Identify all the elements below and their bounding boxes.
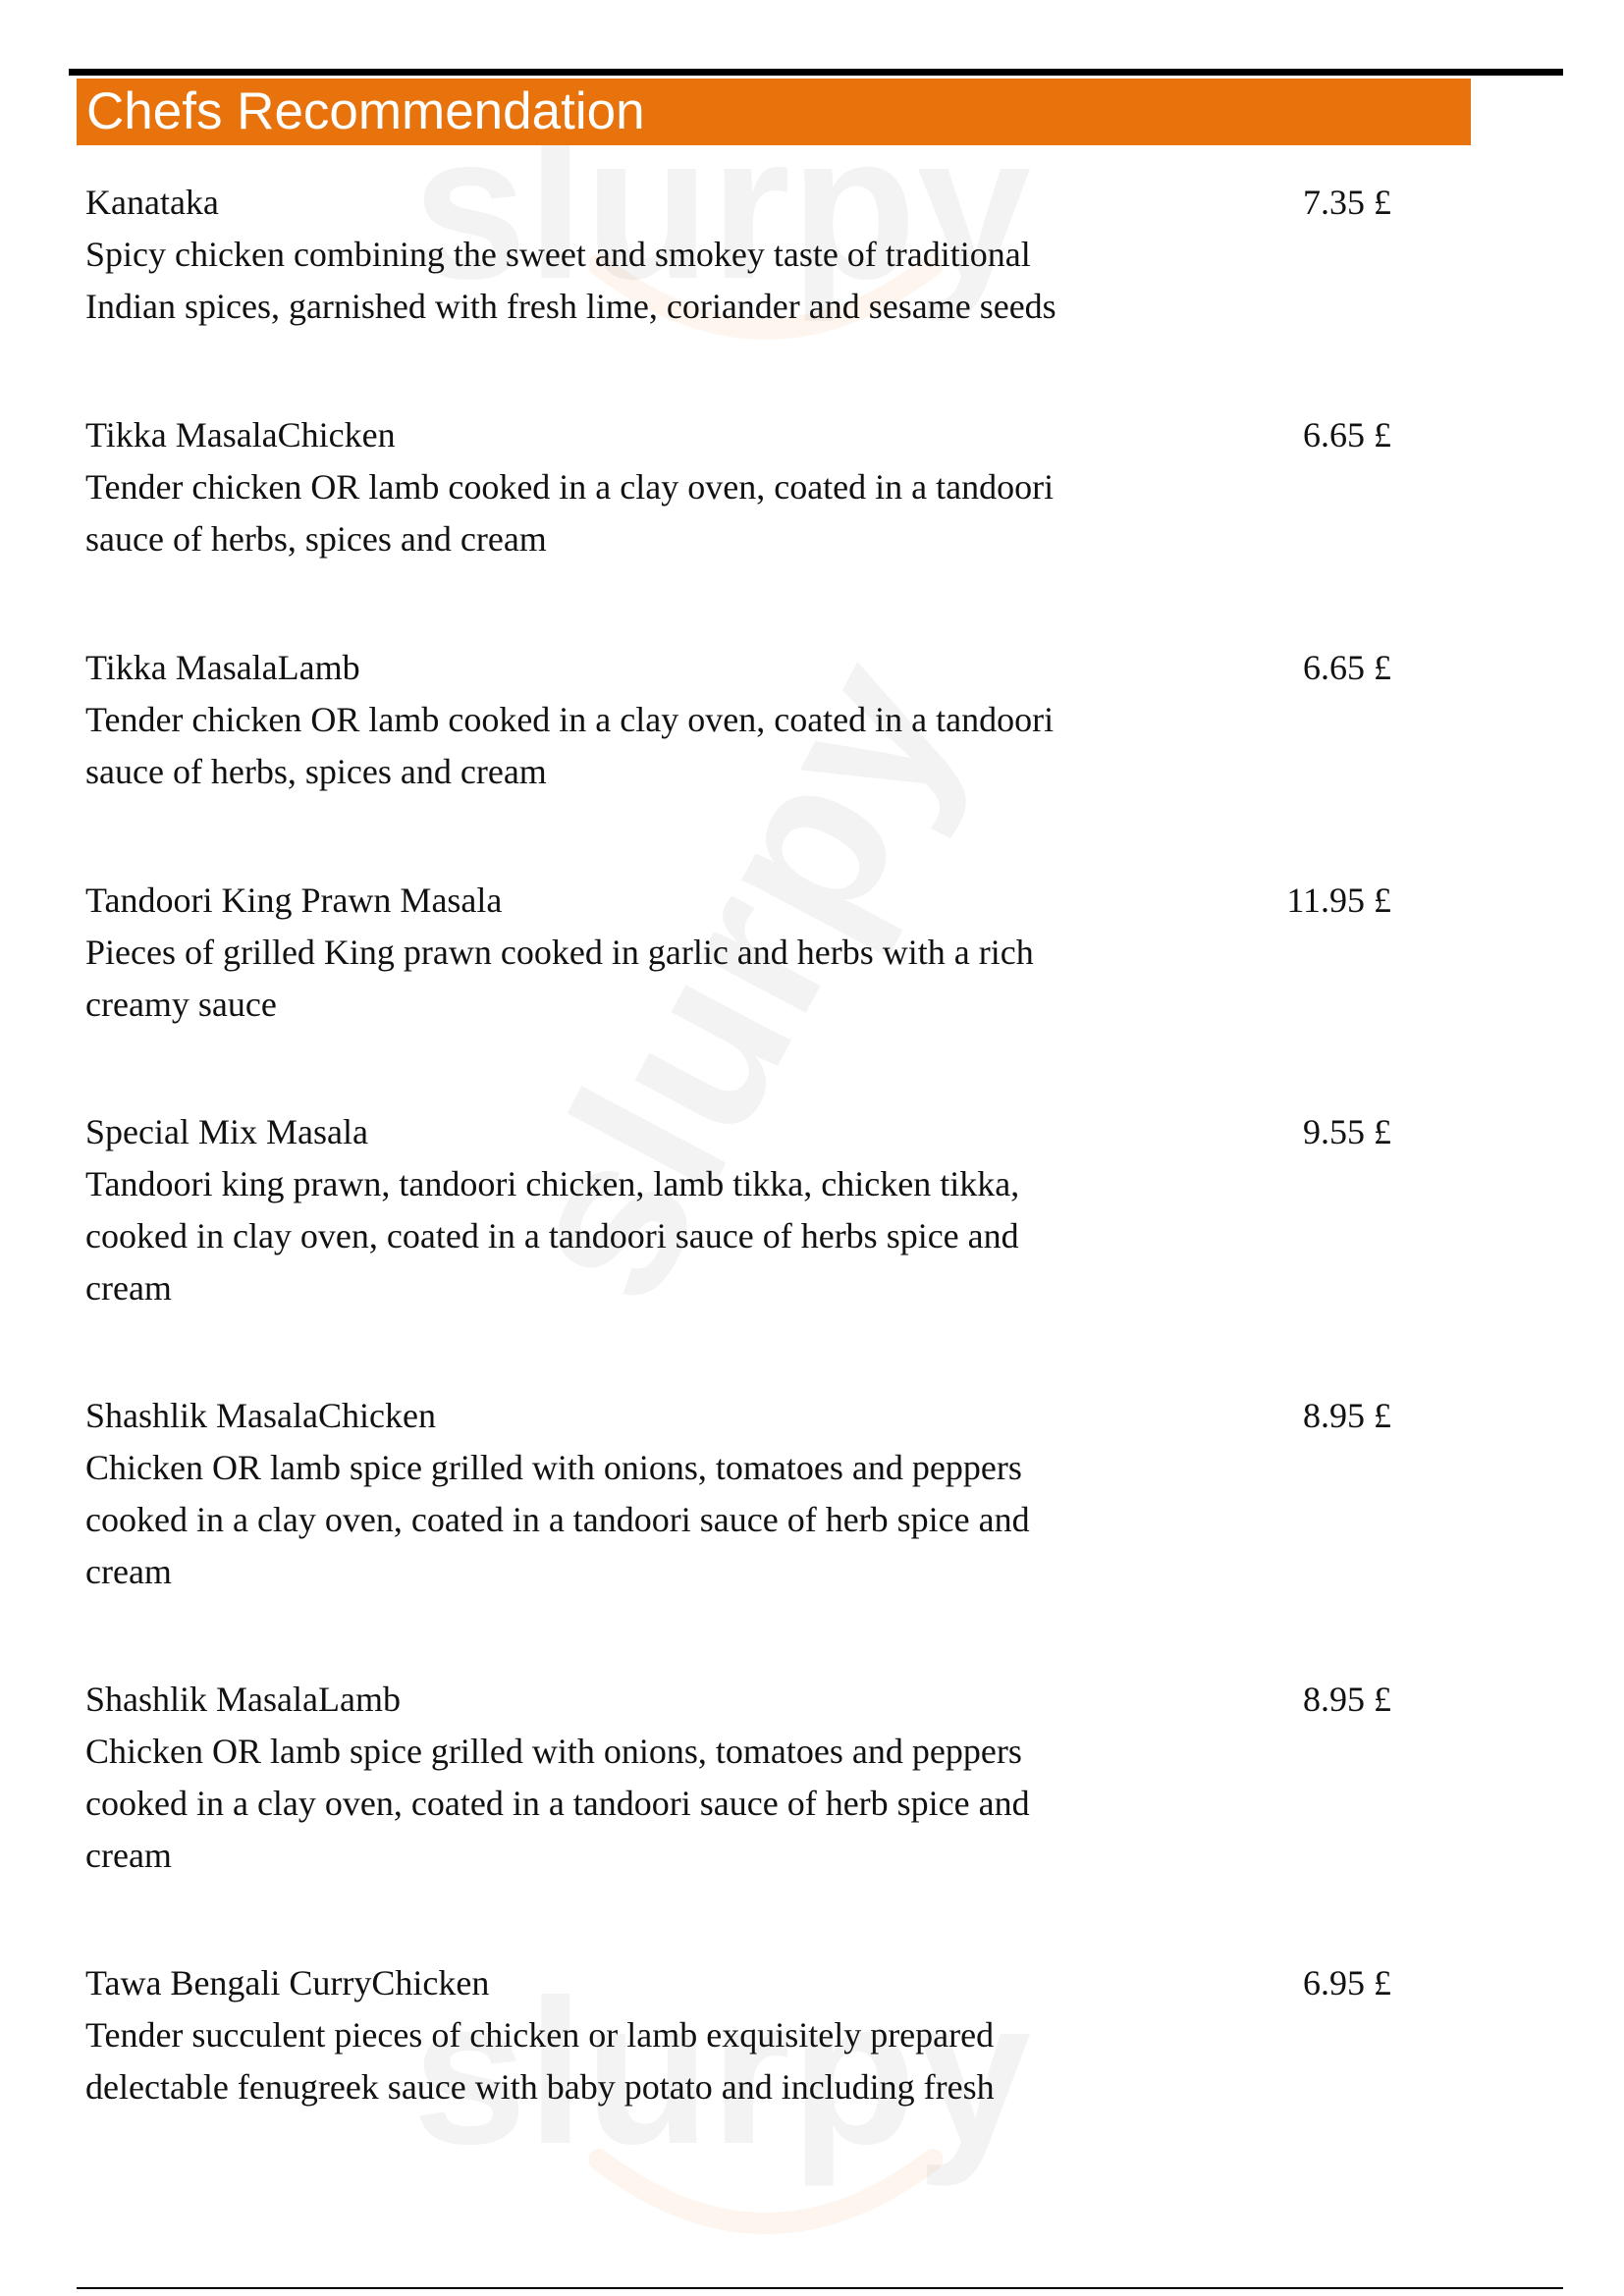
item-description-line: creamy sauce <box>85 985 277 1024</box>
item-description-line: sauce of herbs, spices and cream <box>85 752 547 791</box>
item-description-line: cream <box>85 1552 172 1591</box>
item-description-line: cooked in a clay oven, coated in a tandoori sauce of herb spice and <box>85 1500 1030 1539</box>
item-description-line: Tender succulent pieces of chicken or lamb exquisitely prepared <box>85 2015 995 2055</box>
item-description-line: Tender chicken OR lamb cooked in a clay oven, coated in a tandoori <box>85 467 1055 507</box>
item-description-line: cream <box>85 1836 172 1875</box>
watermark-swoosh <box>589 2140 943 2268</box>
item-name: Shashlik MasalaChicken <box>85 1396 436 1435</box>
menu-item <box>85 1106 1391 1314</box>
menu-item <box>85 1957 1391 2113</box>
item-description <box>85 1442 1244 1598</box>
item-description <box>85 1158 1244 1314</box>
item-description-line: Tandoori king prawn, tandoori chicken, lamb tikka, chicken tikka, <box>85 1164 1020 1203</box>
item-price: 8.95 £ <box>1303 1396 1391 1435</box>
item-name: Shashlik MasalaLamb <box>85 1680 401 1719</box>
menu-item <box>85 409 1391 565</box>
item-description <box>85 1726 1244 1882</box>
item-name: Special Mix Masala <box>85 1112 368 1151</box>
item-price: 8.95 £ <box>1303 1680 1391 1719</box>
menu-item <box>85 875 1391 1031</box>
item-description-line: sauce of herbs, spices and cream <box>85 519 547 559</box>
item-description-line: Spicy chicken combining the sweet and smokey taste of traditional <box>85 235 1031 274</box>
menu-item <box>85 642 1391 798</box>
item-name: Kanataka <box>85 183 219 222</box>
item-name: Tawa Bengali CurryChicken <box>85 1963 490 2002</box>
menu-item <box>85 177 1391 333</box>
item-description-line: cream <box>85 1268 172 1308</box>
item-description-line: Chicken OR lamb spice grilled with onions, tomatoes and peppers <box>85 1448 1022 1487</box>
item-description-line: Pieces of grilled King prawn cooked in garlic and herbs with a rich <box>85 933 1034 972</box>
item-name: Tandoori King Prawn Masala <box>85 881 503 920</box>
item-price: 11.95 £ <box>1286 881 1391 920</box>
item-description-line: delectable fenugreek sauce with baby potato and including fresh <box>85 2067 995 2107</box>
bottom-rule <box>77 2287 1563 2289</box>
item-description <box>85 229 1244 333</box>
item-price: 7.35 £ <box>1303 183 1391 222</box>
item-price: 9.55 £ <box>1303 1112 1391 1151</box>
item-description-line: Tender chicken OR lamb cooked in a clay oven, coated in a tandoori <box>85 700 1055 739</box>
item-description <box>85 927 1244 1031</box>
menu-item <box>85 1390 1391 1598</box>
item-description-line: cooked in clay oven, coated in a tandoori sauce of herbs spice and <box>85 1216 1019 1255</box>
section-title: Chefs Recommendation <box>86 82 645 140</box>
item-description-line: cooked in a clay oven, coated in a tandoori sauce of herb spice and <box>85 1784 1030 1823</box>
top-rule <box>69 69 1563 76</box>
item-name: Tikka MasalaChicken <box>85 415 396 454</box>
item-description-line: Chicken OR lamb spice grilled with onions, tomatoes and peppers <box>85 1732 1022 1771</box>
item-description <box>85 461 1244 565</box>
item-price: 6.65 £ <box>1303 415 1391 454</box>
item-name: Tikka MasalaLamb <box>85 648 360 687</box>
item-description-line: Indian spices, garnished with fresh lime, coriander and sesame seeds <box>85 287 1056 326</box>
item-price: 6.95 £ <box>1303 1963 1391 2002</box>
section-header <box>77 79 1471 145</box>
item-price: 6.65 £ <box>1303 648 1391 687</box>
item-description <box>85 2009 1244 2113</box>
menu-item <box>85 1674 1391 1882</box>
item-description <box>85 694 1244 798</box>
